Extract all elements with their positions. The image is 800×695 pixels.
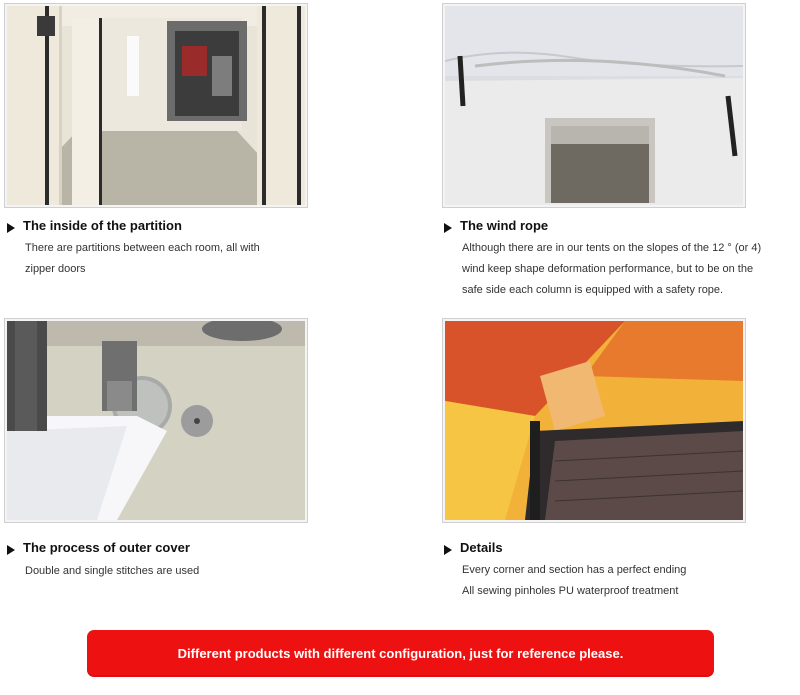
section-description-wind-rope — [462, 238, 797, 301]
section-description-details — [462, 560, 792, 602]
partition-interior-photo — [4, 3, 308, 208]
description-line: wind keep shape deformation performance, but to be on the — [462, 263, 754, 275]
section-title: The inside of the partition — [23, 218, 182, 233]
bullet-triangle-icon — [7, 223, 15, 233]
section-title: The wind rope — [460, 218, 549, 233]
description-line: zipper doors — [25, 263, 86, 275]
section-heading-outer-cover — [7, 540, 190, 555]
description-line: Double and single stitches are used — [25, 565, 200, 577]
wind-rope-image — [445, 6, 743, 205]
reference-notice-banner — [87, 630, 714, 677]
section-description-partition — [25, 238, 315, 280]
description-line: Every corner and section has a perfect ending — [462, 564, 687, 576]
description-line: Although there are in our tents on the slopes of the 12 ° (or 4) — [462, 242, 762, 254]
section-heading-details — [444, 540, 503, 555]
details-photo — [442, 318, 746, 523]
sewing-machine-image — [7, 321, 305, 520]
tent-detail-image — [445, 321, 743, 520]
section-title: Details — [460, 540, 503, 555]
bullet-triangle-icon — [7, 545, 15, 555]
partition-interior-image — [7, 6, 305, 205]
description-line: There are partitions between each room, all with — [25, 242, 260, 254]
bullet-triangle-icon — [444, 545, 452, 555]
section-heading-partition — [7, 218, 182, 233]
wind-rope-photo — [442, 3, 746, 208]
bullet-triangle-icon — [444, 223, 452, 233]
banner-text: Different products with different configuration, just for reference please. — [177, 646, 624, 661]
outer-cover-photo — [4, 318, 308, 523]
section-title: The process of outer cover — [23, 540, 190, 555]
section-heading-wind-rope — [444, 218, 548, 233]
description-line: All sewing pinholes PU waterproof treatment — [462, 585, 679, 597]
description-line: safe side each column is equipped with a safety rope. — [462, 284, 724, 296]
section-description-outer-cover — [25, 561, 315, 582]
